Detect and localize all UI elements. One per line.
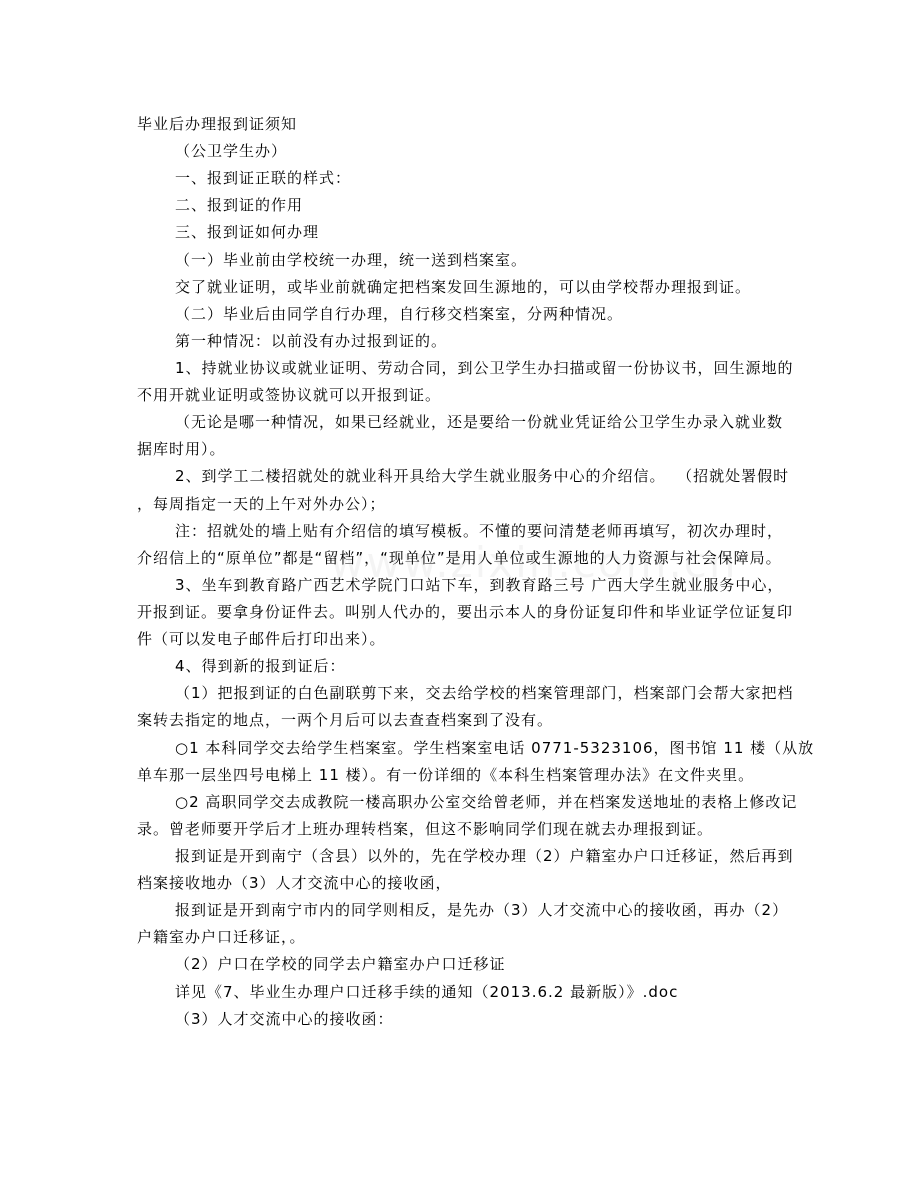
paragraph-case-2: [137, 301, 827, 328]
text-line: 开报到证。要拿身份证件去。叫别人代办的，要出示本人的身份证复印件和毕业证学位证复印: [137, 602, 794, 621]
paragraph-undergraduate: [137, 735, 827, 789]
document-title: 毕业后办理报到证须知: [137, 115, 298, 133]
paragraph-see-details: [137, 979, 827, 1006]
text-line: 报到证是开到南宁（含县）以外的，先在学校办理（2）户籍室办户口迁移证，然后再到: [175, 846, 794, 865]
paragraph-inside-nanning: [137, 897, 827, 951]
paragraph-section-1: [137, 165, 827, 192]
text-line: 一、报到证正联的样式：: [175, 169, 352, 188]
paragraph-case-1-detail: [137, 274, 827, 301]
text-line: 件（可以发电子邮件后打印出来）。: [137, 630, 386, 649]
text-line: 介绍信上的“原单位”都是“留档”，“现单位”是用人单位或生源地的人力资源与社会保障局。: [137, 548, 782, 567]
text-line: 不用开就业证明或签协议就可以开报到证。: [137, 386, 442, 405]
paragraph-note-employment: [137, 409, 827, 463]
text-line: 第一种情况：以前没有办过报到证的。: [175, 331, 448, 350]
text-line: 3、坐车到教育路广西艺术学院门口站下车，到教育路三号 广西大学生就业服务中心，: [175, 575, 784, 594]
text-line: ○1 本科同学交去给学生档案室。学生档案室电话 0771-5323106，图书馆 11 楼（从放: [175, 738, 815, 757]
paragraph-step-4-3: [137, 1006, 827, 1033]
text-line: 4、得到新的报到证后：: [175, 657, 346, 676]
text-line: 录。曾老师要开学后才上班办理转档案，但这不影响同学们现在就去办理报到证。: [137, 819, 714, 838]
paragraph-issuer: [137, 138, 827, 165]
text-line: 户籍室办户口迁移证，。: [137, 928, 306, 947]
text-line: 详见《7、毕业生办理户口迁移手续的通知（2013.6.2 最新版）》.doc: [175, 982, 679, 1001]
paragraph-step-4: [137, 653, 827, 680]
text-line: 注：招就处的墙上贴有介绍信的填写模板。不懂的要问清楚老师再填写，初次办理时，: [175, 521, 784, 540]
paragraph-step-3: [137, 572, 827, 653]
text-line: 三、报到证如何办理: [175, 223, 320, 242]
document-body: [137, 111, 827, 1033]
text-line: 报到证是开到南宁市内的同学则相反，是先办（3）人才交流中心的接收函，再办（2）: [175, 901, 789, 920]
text-line: 1、持就业协议或就业证明、劳动合同，到公卫学生办扫描或留一份协议书，回生源地的: [175, 358, 794, 377]
text-line: （一）毕业前由学校统一办理，统一送到档案室。: [175, 250, 528, 269]
paragraph-step-4-1: [137, 680, 827, 734]
text-line: 案转去指定的地点，一两个月后可以去查查档案到了没有。: [137, 711, 554, 730]
paragraph-note-letter: [137, 518, 827, 572]
paragraph-vocational: [137, 789, 827, 843]
text-line: 据库时用）。: [137, 440, 226, 459]
paragraph-step-1: [137, 355, 827, 409]
paragraph-section-2: [137, 192, 827, 219]
paragraph-step-2: [137, 463, 827, 517]
text-line: （3）人才交流中心的接收函：: [175, 1009, 394, 1028]
text-line: （1）把报到证的白色副联剪下来，交去给学校的档案管理部门，档案部门会帮大家把档: [175, 684, 794, 703]
paragraph-section-3: [137, 219, 827, 246]
text-line: （无论是哪一种情况，如果已经就业，还是要给一份就业凭证给公卫学生办录入就业数: [175, 413, 784, 432]
text-line: 交了就业证明，或毕业前就确定把档案发回生源地的，可以由学校帮办理报到证。: [175, 277, 752, 296]
text-line: （公卫学生办）: [175, 142, 288, 161]
paragraph-case-1: [137, 247, 827, 274]
text-line: ○2 高职同学交去成教院一楼高职办公室交给曾老师，并在档案发送地址的表格上修改记: [175, 792, 798, 811]
paragraph-step-4-2: [137, 951, 827, 978]
text-line: 2、到学工二楼招就处的就业科开具给大学生就业服务中心的介绍信。 （招就处署假时: [175, 467, 790, 486]
text-line: （二）毕业后由同学自行办理，自行移交档案室，分两种情况。: [175, 304, 624, 323]
text-line: 单车那一层坐四号电梯上 11 楼）。有一份详细的《本科生档案管理办法》在文件夹里。: [137, 765, 755, 784]
text-line: （2）户口在学校的同学去户籍室办户口迁移证: [175, 955, 506, 974]
text-line: ，每周指定一天的上午对外办公）；: [137, 494, 386, 513]
paragraph-situation-1: [137, 328, 827, 355]
text-line: 二、报到证的作用: [175, 196, 304, 215]
text-line: 档案接收地办（3）人才交流中心的接收函，: [137, 874, 452, 893]
paragraph-outside-nanning: [137, 843, 827, 897]
